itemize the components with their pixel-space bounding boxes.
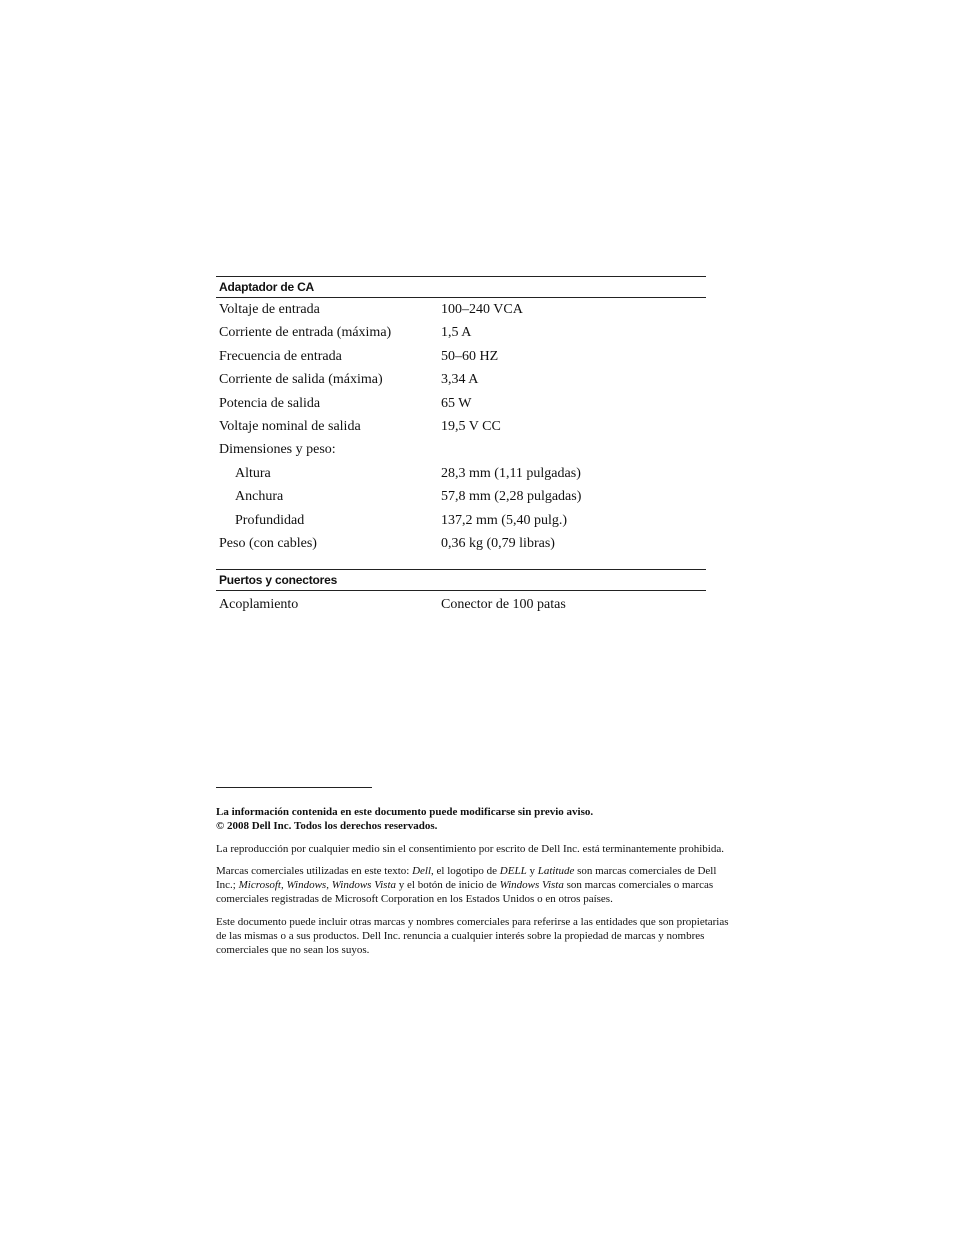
- spec-row: [216, 462, 706, 485]
- spec-row: [216, 415, 706, 438]
- legal-notice: [216, 805, 738, 966]
- spec-table-ac-adapter: [216, 276, 706, 555]
- trademark: DELL: [499, 864, 527, 877]
- reproduction-notice: La reproducción por cualquier medio sin el consentimiento por escrito de Dell Inc. está terminantemente prohibida.: [216, 842, 724, 855]
- spec-value: 0,36 kg (0,79 libras): [441, 535, 555, 551]
- spec-label: Dimensiones y peso:: [219, 442, 336, 458]
- text: son marcas comerciales o marcas comerciales registradas de Microsoft Corporation en los Estados Unidos o en otros países.: [216, 879, 714, 906]
- spec-label: Corriente de salida (máxima): [219, 372, 383, 388]
- spec-value: 1,5 A: [441, 325, 472, 341]
- spec-label: Frecuencia de entrada: [219, 348, 342, 364]
- trademark-notice: [216, 864, 738, 907]
- text: , el logotipo de: [431, 864, 500, 877]
- divider: [216, 787, 372, 788]
- spec-row: [216, 485, 706, 508]
- spec-row: [216, 392, 706, 415]
- spec-label: Peso (con cables): [219, 535, 317, 551]
- spec-value: 19,5 V CC: [441, 418, 501, 434]
- spec-label: Voltaje nominal de salida: [219, 418, 361, 434]
- trademark: Microsoft: [238, 879, 281, 892]
- spec-row: [216, 532, 706, 555]
- spec-row: [216, 438, 706, 461]
- text: son marcas comerciales de Dell Inc.;: [216, 864, 717, 892]
- trademark: Windows Vista: [331, 879, 396, 892]
- spec-value: 28,3 mm (1,11 pulgadas): [441, 465, 581, 481]
- spec-value: 137,2 mm (5,40 pulg.): [441, 512, 567, 528]
- spec-value: Conector de 100 patas: [441, 597, 566, 612]
- spec-value: 50–60 HZ: [441, 348, 499, 364]
- text: Marcas comerciales utilizadas en este texto:: [216, 864, 413, 877]
- trademark: Dell: [412, 864, 432, 877]
- text: y: [526, 864, 538, 877]
- spec-label: Voltaje de entrada: [219, 302, 320, 317]
- spec-row: [216, 345, 706, 368]
- trademark: Windows Vista: [499, 879, 564, 892]
- spec-rows: [216, 298, 706, 555]
- copyright: © 2008 Dell Inc. Todos los derechos reservados.: [216, 820, 438, 833]
- spec-label: Potencia de salida: [219, 395, 321, 411]
- spec-row: [216, 368, 706, 391]
- section-header: Adaptador de CA: [216, 276, 706, 298]
- spec-label: Altura: [235, 465, 271, 481]
- section-header: Puertos y conectores: [216, 569, 706, 591]
- spec-value: [441, 438, 706, 461]
- spec-value: 65 W: [441, 395, 472, 411]
- spec-label: Profundidad: [235, 512, 305, 528]
- text: ,: [326, 879, 332, 892]
- spec-row: [216, 298, 706, 321]
- spec-value: 3,34 A: [441, 372, 479, 388]
- other-marks-notice: Este documento puede incluir otras marcas y nombres comerciales para referirse a las entidades que son propietarias de las mismas o a sus productos. Dell Inc. renuncia a cualquier interés sobre la propiedad de marcas y nombres comerciales que no sean los suyos.: [216, 915, 729, 957]
- spec-row: [216, 321, 706, 344]
- spec-label: Anchura: [235, 489, 284, 505]
- spec-rows: [216, 591, 706, 616]
- text: y el botón de inicio de: [396, 879, 500, 892]
- text: ,: [280, 879, 287, 892]
- trademark: Latitude: [537, 864, 575, 877]
- spec-value: 100–240 VCA: [441, 302, 523, 317]
- change-notice: La información contenida en este documento puede modificarse sin previo aviso.: [216, 806, 594, 818]
- spec-label: Corriente de entrada (máxima): [219, 325, 392, 341]
- trademark: Windows: [286, 879, 327, 892]
- notice-block: [216, 805, 738, 834]
- spec-row: [216, 593, 706, 616]
- spec-row: [216, 509, 706, 532]
- spec-value: 57,8 mm (2,28 pulgadas): [441, 489, 582, 505]
- spec-label: Acoplamiento: [219, 597, 299, 612]
- spec-table-ports: [216, 569, 706, 616]
